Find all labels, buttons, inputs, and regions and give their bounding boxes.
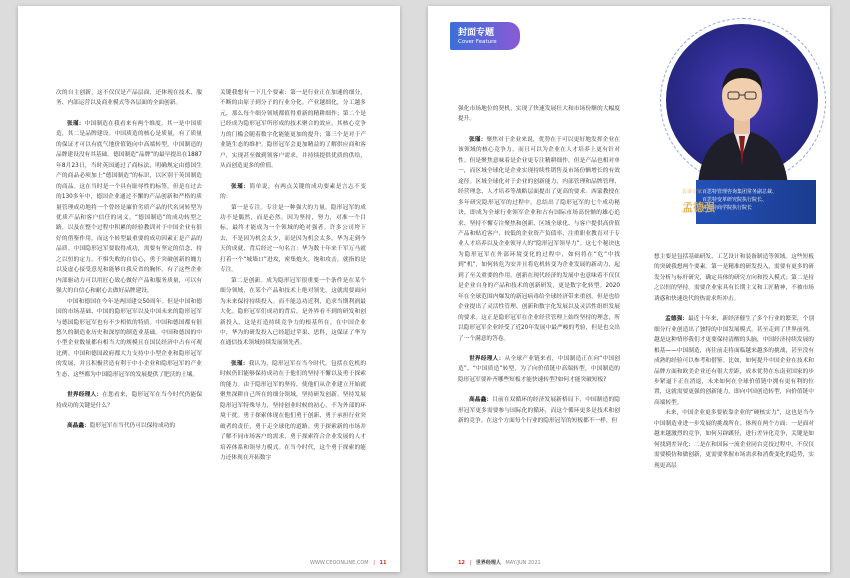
paragraph — [220, 88, 366, 172]
speaker-label: 张瑾： — [231, 360, 249, 367]
paragraph — [458, 395, 620, 426]
portrait-person-icon — [638, 6, 830, 206]
paragraph-text: 从全球产业链来看，中国制造正在向“中国创造”、“中国质造”转型，为了向价值链中高端转型，中国制造的隐形冠军要补齐哪些短板才能快速转型?如何才能突破短板? — [458, 355, 620, 383]
cover-feature-badge — [450, 22, 520, 50]
footer-url: WWW.CEOONLINE.COM — [310, 560, 369, 566]
profile-title: 访谈专家 — [682, 189, 703, 195]
paragraph-text: 在您看来，隐形冠军在当今时代仍能保持成功的关键是什么？ — [56, 392, 202, 409]
paragraph-text: 聚焦对于企业来说，优势在于可以更好地发挥企业在该领域的核心竞争力，而且可以为企业在人才培养上更有针对性。但是聚焦意味着是企业更专注精耕细作，但是产品也相对单一，而区域全球化是企业实现持续性销售及市场份额增长的有效途径。区域全球化对于企业的创新能力、内部管理和品牌管理、经营理念、人才培养等战略层面提出了更高的要求。西蒙教授在多年研究隐形冠军的过程中，总结出了隐形冠军的七个成功秘诀，即成为全球行业领军企业和占有国际市场高份额的雄心追求、坚持不懈专注聚焦和创新、区域全球化、与客户提供高价值产品和贴近客户、较低的企业资产负债率、注重职业教育对于专业人才培养以及企业领导人的“隐形冠军领导力”。这七个秘诀也为隐形冠军在外部环境变化的过程中，如何将在“危”中找到“机”，如何转危为安并且将危机转变为企业发展的新动力，起到了至关重要的作用。创新在现代经济的发展中也意味着不仅仅是企业自身的产品和技术的创新研发，更是数字化转型。2020年在全球范围内爆发的新冠病毒给全球经济带来重创，但是也给企业提出了灵活性管理、创新和数字化发展以及灵活性组织发展的要求。这正是隐形冠军在企业经营管理上始终坚持的理念，所以隐形冠军企业经受了近20年发展中最严峻的考验，但是也交出了一个满意的答卷。 — [458, 136, 620, 342]
profile-line-1: 百思特管理咨询集团常务副总裁、 — [702, 189, 778, 195]
paragraph — [56, 119, 202, 297]
paragraph-text: 目前在双循环的经济发展新格局下，中国制造的隐形冠军更多需要参与国际化的循环，而这个循环更多是技术和创新的竞争。在这个方面每个行业的隐形冠军的短板都不一样，但 — [458, 397, 620, 425]
speaker-label: 孟德强： — [665, 316, 688, 323]
paragraph — [56, 390, 202, 411]
paragraph — [220, 182, 366, 203]
page-number: 11 — [379, 560, 387, 566]
page-number: 12 — [458, 560, 465, 566]
right-page — [428, 6, 830, 572]
left-page — [18, 6, 400, 572]
paragraph — [654, 408, 814, 471]
paragraph-text: 第二是创新。成为隐形冠军很重要一个条件是在某个细分领域，在某个产品和技术上绝对领先。这就需要面向为未来保持持续投入。而不能急功近利，追求当期利润最大化。隐形冠军们成功的背后，是外界看不到的研发和创新投入，这是打造持续竞争力的根基所在。在中国企业中，华为的研发投入已经超过苹果、思科，这保证了华为在通信技术领域持续发展领先者。 — [220, 277, 366, 347]
speaker-label: 张瑾： — [67, 120, 85, 127]
profile-line-2: 百思特变革研究院执行院长、 — [702, 197, 768, 203]
paragraph-text: 我认为，隐形冠军在当今时代，包括在危机的时候仍旧能够保持成功在于他们的坚持不懈以及勇于探索的能力。由于隐形冠军的坚持，使他们从企业建立开始就聚焦深耕自己所在的细分领域，坚持研发创新。坚持发展隐形冠军特殊导力，坚持创业时候的初心，不为外部的环境干扰。勇于探索体现在他们勇于创新、勇于承担行业突破者的责任，勇于走全球化的道路。勇于探索新的市场并了解不同市场客户的需求，勇于探索符合企业发展的人才培养体系和领导力模式。在当今时代，这个勇于探索的能力还体现在开拓数字 — [220, 360, 366, 461]
paragraph-text: 中国制造在我看来有两个维度。其一是中国质造，其二是品牌建设。中国质造的核心是质量，有了质量的保证才可以有底气地价值链向中高端转型。中国制造的品牌建设没有其基础。德国制造“品牌”的最早提出在1887年8月23日，当时英国通过了商标法，明确规定由德国生产的商品必须加上“德国制造”的标识，以区别于英国制造的商品。这在当时是一个具有耻辱性的标签。但是在过去的130多年中，德国企业通过不懈的产品创新和严格的质量管理成功地将一个曾经是廉价劣质产品的代名词转型为优质产品和客户信任的词义。“德国制造”的成功转型之路，以及在整个过程中积累的经验教训对于中国企业有很好的借鉴作用，而这个转型最重要的成功因素正是产品的品质。中国隐形冠军要取得成功，需要有坚定的信念、持之以恒的定力、不惧失败的自信心，勇于突破创新的魄力以及虚心接受意见和能够自我反省的胸怀。有了这些企业内部驱动力可以用匠心致心做好产品和服务质量，可以有强大的自信心和耐心去做好品牌建设。 — [56, 120, 202, 295]
speaker-label: 高晶鑫： — [67, 423, 90, 430]
speaker-label: 世界经理人： — [67, 392, 103, 399]
paragraph-text: 第一是专注。专注是一种强大的力量。隐形冠军的成功不是偶然，而是必然。因为坚持，努力，对准一个目标，最终才能成为一个领域的绝对强者。许多公司垮下去，不是因为机会太少，而是因为机会太多。华为走到今天的成就，背后经过一句名言：华为数十年来千军万马就打着一个“城墙口”进攻，密集炮火，饱和攻击，就指的是专注。 — [220, 204, 366, 274]
paragraph-text: 关键我想有一下几个要素：第一是行业正在加速的细分，不断的由原子到分子的行业分化。产业越细化，分工越多元，那么每个细分领域都值得重新的精耕细作；第二个是已经成为隐形冠军所形成的技术聚合的效应，其核心竞争力的门槛会随着数字化能能更加的提升；第三个是对于产业链生态的维护。隐形冠军会更加精益的了解供应商和客户，实现甚至做到领客户需求，并持续提供优质的供给，从而创造更多的价值。 — [220, 90, 366, 170]
article-column-1 — [56, 88, 202, 556]
article-column-2 — [220, 88, 366, 556]
footer-magazine: 世界经理人 — [475, 560, 501, 566]
paragraph — [458, 104, 620, 125]
speaker-label: 世界经理人： — [469, 355, 505, 362]
paragraph-text: 隐形冠军在当代仍可以保持成功的 — [89, 423, 176, 430]
paragraph-text: 未来，中国企业更多要依靠企业的“硬核实力”，这也是当今中国制造业进一步发展的挑战所在。体现在两个方面：一是面对越来越激烈的竞争，如何另辟蹊径，进行差异化竞争，关键是如何找到差异化；二是在和国际一流企业同台竞技过程中，不仅仅需要模仿和做创新，更需要掌握市场需求和消费变化的趋势，实现更高层 — [654, 410, 814, 469]
left-footer — [310, 560, 386, 566]
paragraph — [56, 88, 202, 109]
right-footer: 12 | 世界经理人 MAY/JUN 2021 — [458, 560, 541, 566]
speaker-label: 张瑾： — [231, 183, 250, 190]
footer-date: MAY/JUN 2021 — [505, 560, 541, 566]
paragraph — [458, 354, 620, 385]
paragraph — [654, 252, 814, 304]
cover-feature-cn: 封面专题 — [458, 28, 495, 38]
paragraph-text: 次的自主创新，这不仅仅是产品层面，还体现在技术、服务、内部运营以及商业模式等各层面的全面创新。 — [56, 90, 202, 107]
paragraph-text: 强化市场地位的契机，实现了快速发展壮大和市场份额的大幅度提升。 — [458, 106, 620, 123]
speaker-label: 高晶鑫： — [469, 397, 493, 404]
article-column-4 — [654, 252, 814, 556]
paragraph — [220, 276, 366, 349]
paragraph — [220, 203, 366, 276]
profile-name: 孟德强 — [682, 201, 715, 214]
paragraph — [220, 359, 366, 464]
paragraph — [458, 135, 620, 344]
article-column-3 — [458, 104, 620, 556]
profile-line-3: 百思特商学院执行院长 — [702, 205, 753, 211]
paragraph-text: 简单说，有两点关键的成功要素是言志不变的： — [220, 183, 366, 201]
paragraph — [654, 314, 814, 408]
paragraph-text: 想主要是包括基础研发、工艺设计和装备制造等领域。这些短板的突破我想两个要素。第一是精准的研发投入，需要有更多的研发分析与标杆研究，确定具体的研究方向和投入模式；第二是持之以恒的坚持。需要企业家具有长期主义和工匠精神，不被市场诱惑和快速迭代的热需求所冲击。 — [654, 254, 814, 302]
cover-feature-en: Cover Feature — [458, 39, 497, 45]
footer-separator: | — [373, 560, 375, 566]
paragraph — [56, 421, 202, 431]
paragraph — [56, 297, 202, 381]
paragraph-text: 中国和德国在今年是两国建交50周年。但是中国和德国的市场基础、中国的隐形冠军以及中国未来的隐形冠军与德国隐形冠军也有不少相似的特质。中国和德国都有很悠久的制造业历史和深厚的制造业基础。中国和德国的中小型企业数量都有相当大的规模且在国民经济中占有可观比例。中国和德国政府都大力支持中小型企业和隐形冠军的发展，并且积极营造有利于中小企业和隐形冠军的产业生态，这些都为中国隐形冠军的发展提供了肥沃的土壤。 — [56, 298, 202, 378]
speaker-label: 张瑾： — [469, 136, 487, 143]
paragraph-text: 最近十年来，新经济催生了多个行业的繁荣，个别细分行业创造出了独特的中国发展模式，甚至走到了世界前列。越是这种情形我们才更要保持清醒的头脑，中国经济持续发展的根基——中国制造，再往前走将面临越来越多的挑战，甚至没有成熟的经验可以参考和借鉴。比如，如何提升中国企业在技术和品牌方面和欧美企业还有很大差距，成本优势在东南亚国家的步步紧逼下正在消退，未来如何在全球价值链中拥有更有利的位置，这就需要更强的创新能力，即向中国创造转型，向价值链中高端转型。 — [654, 316, 814, 406]
